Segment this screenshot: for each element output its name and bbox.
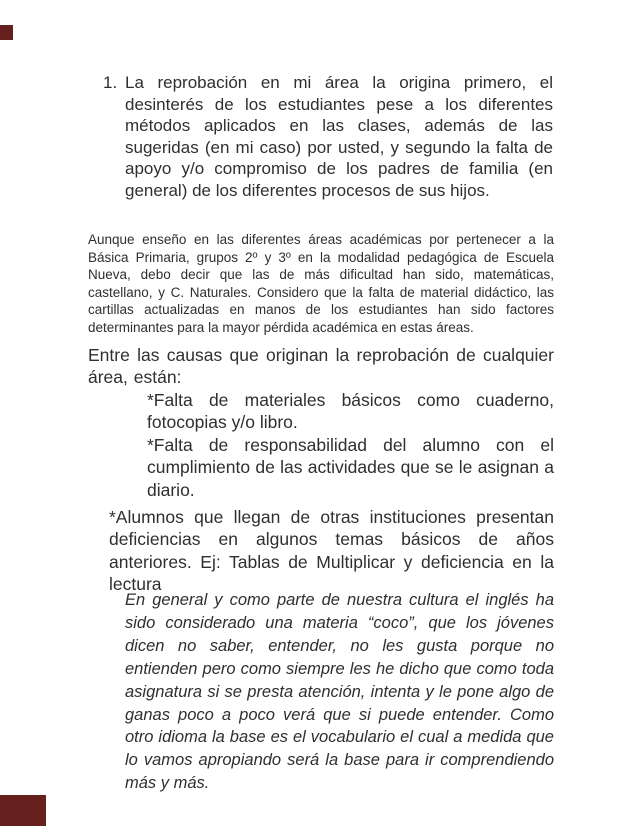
cause-item-materials: *Falta de materiales básicos como cuaderno, fotocopias y/o libro. [147,390,554,433]
cause-item-responsibility: *Falta de responsabilidad del alumno con el cumplimiento de las actividades que se le asignan a diario. [147,435,554,500]
page-edge-mark-bottom [0,795,46,826]
numbered-list-item [103,72,553,201]
paragraph-academic-areas: Aunque enseño en las diferentes áreas académicas por pertenecer a la Básica Primaria, grupos 2º y 3º en la modalidad pedagógica de Escuela Nueva, debo decir que las de más dificultad han sido, matemáticas, castellano, y C. Naturales. Considero que la falta de material didáctico, las cartillas actualizadas en manos de los estudiantes han sido factores determinantes para la mayor pérdida académica en estas áreas. [88,232,554,335]
cause-item-transfer-students: *Alumnos que llegan de otras instituciones presentan deficiencias en algunos temas básicos de años anteriores. Ej: Tablas de Multiplicar y deficiencia en la lectura [109,507,554,595]
list-item-text: La reprobación en mi área la origina primero, el desinterés de los estudiantes pese a los diferentes métodos aplicados en las clases, además de las sugeridas (en mi caso) por usted, y segundo la falta de apoyo y/o compromiso de los padres de familia (en general) de los diferentes procesos de sus hijos. [125,73,553,200]
list-item-number: 1. [103,73,118,92]
english-reflection-paragraph: En general y como parte de nuestra cultura el inglés ha sido considerado una materia “coco”, que los jóvenes dicen no saber, entender, no les gusta porque no entienden pero como siempre les he dicho que como toda asignatura si se presta atención, intenta y le pone algo de ganas poco a poco verá que si puede entender. Como otro idioma la base es el vocabulario el cual a medida que lo vamos apropiando será la base para ir comprendiendo más y más. [125,591,554,793]
causes-intro-text: Entre las causas que originan la reprobación de cualquier área, están: [88,345,554,388]
page-edge-mark-top [0,25,13,40]
